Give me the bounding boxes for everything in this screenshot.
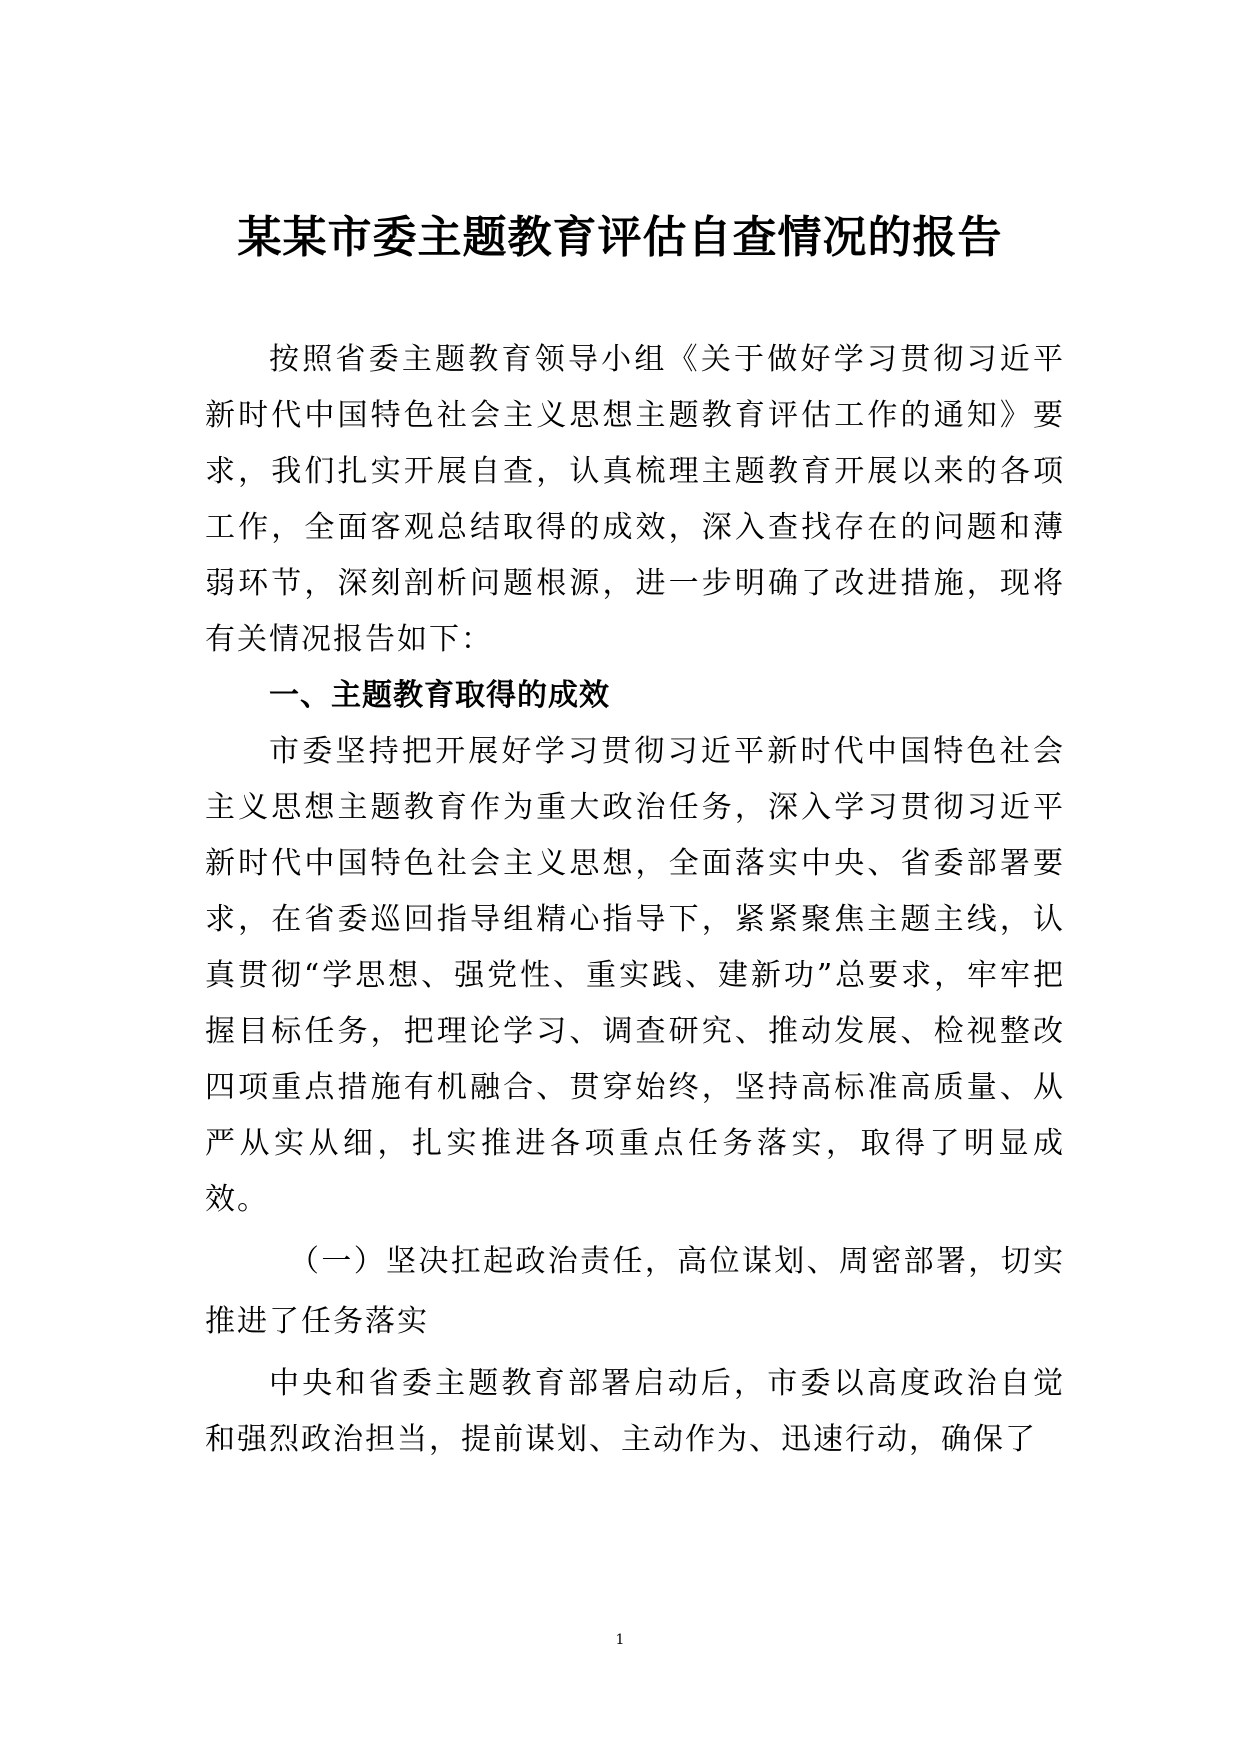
document-title: 某某市委主题教育评估自查情况的报告 [237,212,1003,263]
page-number: 1 [615,1632,625,1648]
achievements-paragraph: 市委坚持把开展好学习贯彻习近平新时代中国特色社会主义思想主题教育作为重大政治任务，深入学习贯彻习近平新时代中国特色社会主义思想，全面落实中央、省委部署要求，在省委巡回指导组精心指导下，紧紧聚焦主题主线，认真贯彻“学思想、强党性、重实践、建新功”总要求，牢牢把握目标任务，把理论学习、调查研究、推动发展、检视整改四项重点措施有机融合、贯穿始终，坚持高标准高质量、从严从实从细，扎实推进各项重点任务落实，取得了明显成效。 [205,734,1065,1217]
intro-paragraph: 按照省委主题教育领导小组《关于做好学习贯彻习近平新时代中国特色社会主义思想主题教育评估工作的通知》要求，我们扎实开展自查，认真梳理主题教育开展以来的各项工作，全面客观总结取得的成效，深入查找存在的问题和薄弱环节，深刻剖析问题根源，进一步明确了改进措施，现将有关情况报告如下： [205,342,1065,657]
political-responsibility-paragraph: 中央和省委主题教育部署启动后，市委以高度政治自觉和强烈政治担当，提前谋划、主动作为、迅速行动，确保了 [205,1366,1065,1457]
subsection-heading-political-responsibility: （一）坚决扛起政治责任，高位谋划、周密部署，切实推进了任务落实 [205,1244,1065,1339]
section-heading-achievements: 一、主题教育取得的成效 [269,678,610,713]
document-body [205,332,1065,1468]
